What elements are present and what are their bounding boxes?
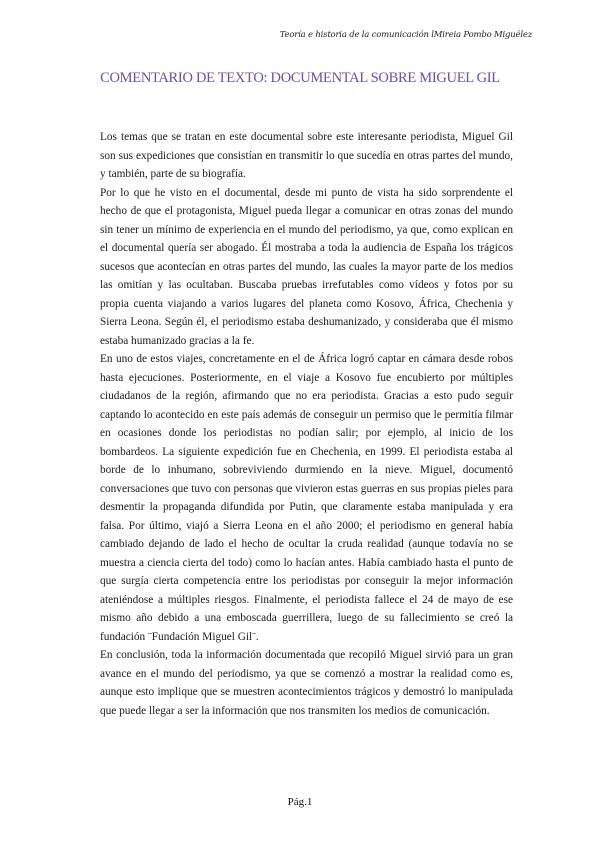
paragraph: En uno de estos viajes, concretamente en el de África logró captar en cámara desde robos hasta ejecuciones. Posteriormente, en el viaje a Kosovo fue encubierto por múltiples ciudadanos de la región, afirmando que no era periodista. Gracias a esto pudo seguir captando lo acontecido en este país además de conseguir un permiso que le permitía filmar en ocasiones donde los periodistas no podían salir; por ejemplo, al inicio de los bombardeos. La siguiente expedición fue en Chechenia, en 1999. El periodista estaba al borde de lo inhumano, sobreviviendo durmiendo en la nieve. Miguel, documentó conversaciones que tuvo con personas que vivieron estas guerras en sus propias pieles para desmentir la propaganda difundida por Putin, que claramente estaba manipulada y era falsa. Por último, viajó a Sierra Leona en el año 2000; el periodismo en general había cambiado dejando de lado el hecho de ocultar la cruda realidad (aunque todavía no se muestra a ciencia cierta del todo) como lo hacían antes. Había cambiado hasta el punto de que surgía cierta competencia entre los periodistas por conseguir la mejor información ateniéndose a múltiples riesgos. Finalmente, el periodista fallece el 24 de mayo de ese mismo año debido a una emboscada guerrillera, luego de su fallecimiento se creó la fundación ¨Fundación Miguel Gil¨. — [100, 353, 513, 643]
page-number: Pág.1 — [287, 796, 313, 808]
paragraph: Por lo que he visto en el documental, desde mi punto de vista ha sido sorprendente el hecho de que el protagonista, Miguel pueda llegar a comunicar en otras zonas del mundo sin tener un mínimo de experiencia en el mundo del periodismo, ya que, como explican en el documental quería ser abogado. Él mostraba a toda la audiencia de España los trágicos sucesos que acontecían en otras partes del mundo, las cuales la mayor parte de los medios las omitían y las ocultaban. Buscaba pruebas irrefutables como vídeos y fotos por su propia cuenta viajando a varios lugares del planeta como Kosovo, África, Chechenia y Sierra Leona. Según él, el periodismo estaba deshumanizado, y consideraba que él mismo estaba humanizado gracias a la fe. — [100, 186, 513, 347]
document-body — [100, 128, 513, 720]
paragraph: Los temas que se tratan en este documental sobre este interesante periodista, Miguel Gil son sus expediciones que consistían en transmitir lo que sucedía en otras partes del mundo, y también, parte de su biografía. — [100, 131, 513, 180]
running-header: Teoría e historia de la comunicación lMireia Pombo Miguélez — [279, 30, 532, 40]
document-title: COMENTARIO DE TEXTO: DOCUMENTAL SOBRE MIGUEL GIL — [100, 70, 500, 86]
paragraph: En conclusión, toda la información documentada que recopiló Miguel sirvió para un gran avance en el mundo del periodismo, ya que se comenzó a mostrar la realidad como es, aunque esto implique que se muestren acontecimientos trágicos y demostró lo manipulada que puede llegar a ser la información que nos transmiten los medios de comunicación. — [100, 649, 513, 717]
